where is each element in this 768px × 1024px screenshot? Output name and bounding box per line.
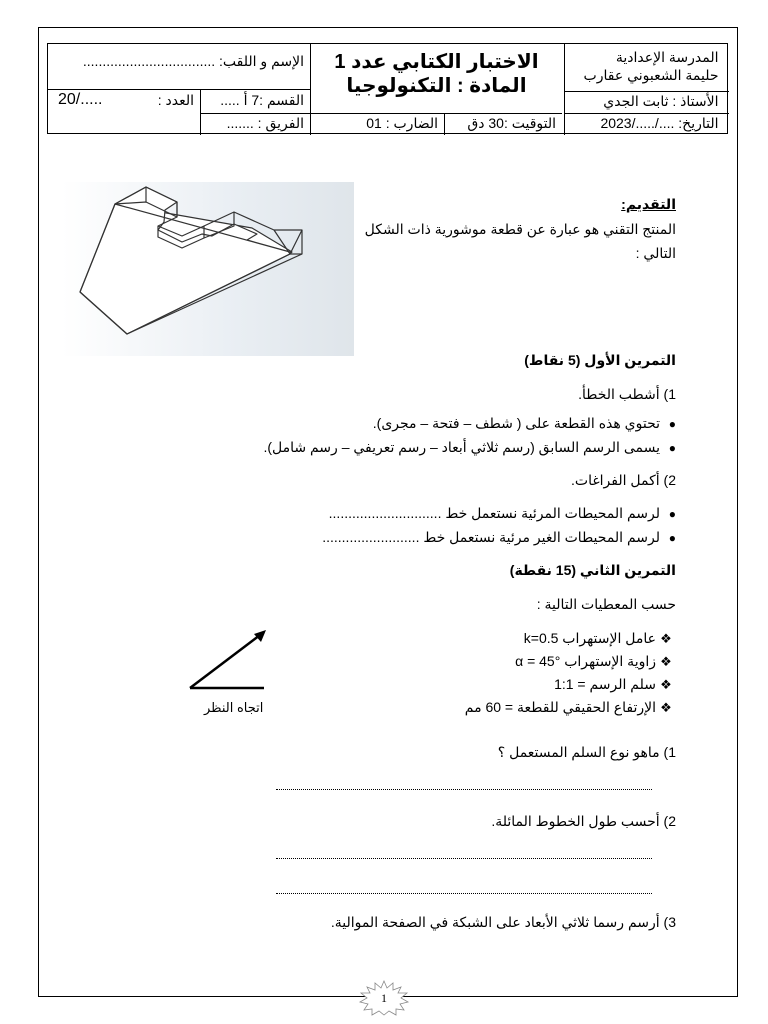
answer-line[interactable]	[276, 858, 652, 859]
exercise2-intro: حسب المعطيات التالية :	[536, 596, 676, 612]
bullet-dot-icon: ●	[668, 417, 676, 431]
given-item: ❖الإرتفاع الحقيقي للقطعة = 60 مم	[465, 699, 676, 716]
exercise2-title: التمرين الثاني (15 نقطة)	[509, 562, 676, 578]
duration: التوقيت :30 دق	[467, 114, 556, 131]
teacher-name: الأستاذ : ثابت الجدي	[603, 92, 719, 109]
exercise2-q2: 2) أحسب طول الخطوط المائلة.	[491, 813, 676, 829]
exam-title: الاختبار الكتابي عدد 1	[334, 50, 539, 73]
exercise2-q1: 1) ماهو نوع السلم المستعمل ؟	[497, 744, 676, 760]
title-cell	[310, 43, 562, 135]
page-number-badge	[352, 980, 416, 1016]
list-item: ●تحتوي هذه القطعة على ( شطف – فتحة – مجرى).	[372, 415, 676, 431]
view-direction-arrow-icon	[186, 628, 276, 698]
coefficient: الضارب : 01	[366, 114, 438, 131]
duration-cell	[444, 113, 562, 135]
page-number: 1	[381, 991, 387, 1005]
school-cell	[564, 43, 729, 135]
list-item: ●لرسم المحيطات الغير مرئية نستعمل خط .........................	[322, 529, 676, 545]
given-item: ❖زاوية الإستهراب α = 45°	[515, 653, 676, 670]
four-diamond-icon: ❖	[660, 700, 672, 715]
class-field[interactable]: القسم :7 أ .....	[220, 91, 304, 108]
bullet-dot-icon: ●	[668, 507, 676, 521]
score-label: العدد :	[157, 91, 194, 108]
score-cell	[48, 89, 200, 135]
class-cell	[200, 89, 310, 113]
view-direction-label: اتجاه النظر	[204, 700, 264, 715]
intro-line2: التالي :	[635, 245, 676, 261]
list-item: ●لرسم المحيطات المرئية نستعمل خط .............................	[328, 505, 676, 521]
given-item: ❖سلم الرسم = 1:1	[554, 676, 676, 693]
score-field[interactable]: 20/.....	[58, 90, 103, 108]
prismatic-part-figure	[62, 182, 354, 356]
student-name-field[interactable]: الإسم و اللقب: ..................................	[82, 52, 304, 69]
four-diamond-icon: ❖	[660, 654, 672, 669]
four-diamond-icon: ❖	[660, 631, 672, 646]
exercise1-q2: 2) أكمل الفراغات.	[571, 472, 676, 488]
intro-line1: المنتج التقني هو عبارة عن قطعة موشورية ذات الشكل	[364, 221, 676, 237]
exam-date: التاريخ: ..../...../2023	[600, 114, 719, 131]
exercise1-title: التمرين الأول (5 نقاط)	[524, 352, 676, 368]
coefficient-cell	[311, 113, 444, 135]
exercise1-q1: 1) أشطب الخطأ.	[578, 386, 676, 402]
subject-title: المادة : التكنولوجيا	[346, 74, 527, 97]
student-cell	[48, 43, 310, 135]
list-item: ●يسمى الرسم السابق (رسم ثلاثي أبعاد – رسم تعريفي – رسم شامل).	[263, 439, 676, 455]
answer-line[interactable]	[276, 789, 652, 790]
group-field[interactable]: الفريق : .......	[226, 114, 304, 131]
header-table	[47, 43, 728, 134]
given-item: ❖عامل الإستهراب k=0.5	[524, 630, 676, 647]
school-line1: المدرسة الإعدادية	[615, 48, 719, 65]
exercise2-q3: 3) أرسم رسما ثلاثي الأبعاد على الشبكة في الصفحة الموالية.	[330, 914, 676, 930]
school-line2: حليمة الشعبوني عقارب	[583, 66, 719, 83]
intro-title: التقديم:	[621, 196, 676, 212]
answer-line[interactable]	[276, 893, 652, 894]
bullet-dot-icon: ●	[668, 441, 676, 455]
four-diamond-icon: ❖	[660, 677, 672, 692]
bullet-dot-icon: ●	[668, 531, 676, 545]
